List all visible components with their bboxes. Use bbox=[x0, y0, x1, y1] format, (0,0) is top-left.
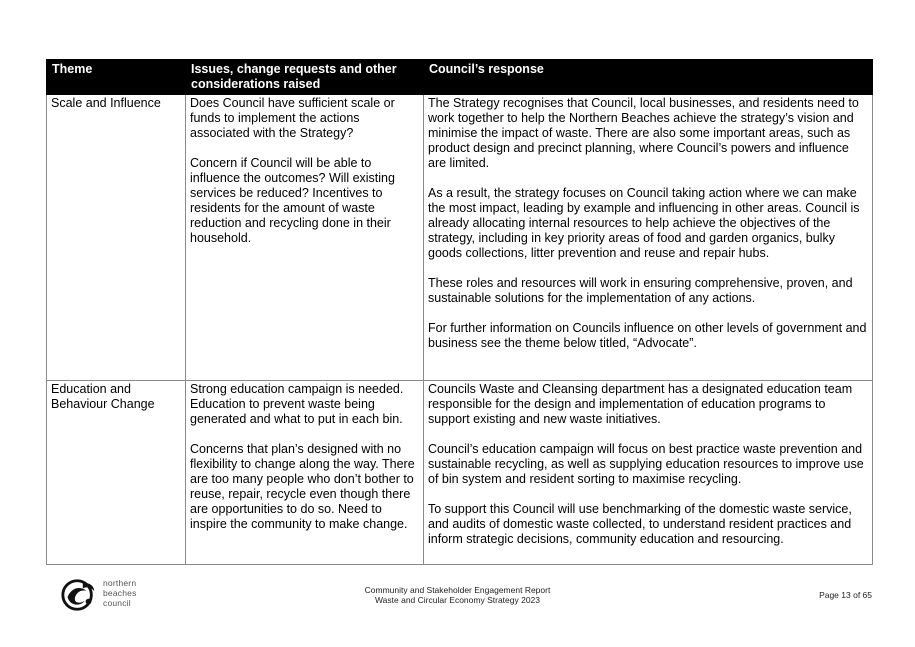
page-number: Page 13 of 65 bbox=[819, 590, 872, 600]
strategy-title: Waste and Circular Economy Strategy 2023 bbox=[374, 595, 541, 605]
header-response: Council’s response bbox=[424, 60, 873, 95]
issue-paragraph: Concern if Council will be able to influence the outcomes? Will existing services be reduced? Incentives to residents for the amount of waste reduction and recycling done in their household. bbox=[190, 156, 395, 245]
issue-paragraph: Does Council have sufficient scale or funds to implement the actions associated with the Strategy? bbox=[190, 96, 395, 140]
report-title: Community and Stakeholder Engagement Report bbox=[364, 585, 551, 595]
response-paragraph: Councils Waste and Cleansing department has a designated education team responsible for the design and implementation of education programs to support existing and new waste initiatives. bbox=[428, 382, 853, 426]
issue-paragraph: Strong education campaign is needed. Education to prevent waste being generated and what to put in each bin. bbox=[190, 382, 404, 426]
footer-titles bbox=[0, 585, 915, 605]
logo-line: council bbox=[103, 598, 131, 608]
issues-cell bbox=[186, 381, 424, 565]
issues-cell bbox=[186, 95, 424, 381]
engagement-table bbox=[46, 59, 873, 565]
response-paragraph: These roles and resources will work in ensuring comprehensive, proven, and sustainable solutions for the implementation of any actions. bbox=[428, 276, 853, 305]
table-row bbox=[47, 381, 873, 565]
response-paragraph: As a result, the strategy focuses on Council taking action where we can make the most impact, leading by example and influencing in other areas. Council is already allocating internal resources to help achieve the objectives of the strategy, including in key priority areas of food and garden organics, bulky goods collections, litter prevention and reuse and repair hubs. bbox=[428, 186, 860, 260]
logo-line: beaches bbox=[103, 588, 137, 598]
response-paragraph: For further information on Councils influence on other levels of government and business see the theme below titled, “Advocate”. bbox=[428, 321, 867, 350]
table-row bbox=[47, 95, 873, 381]
table-header-row bbox=[47, 60, 873, 95]
logo-line: northern bbox=[103, 578, 137, 588]
header-issues: Issues, change requests and other considerations raised bbox=[186, 60, 424, 95]
theme-cell: Scale and Influence bbox=[47, 95, 186, 381]
theme-cell: Education and Behaviour Change bbox=[47, 381, 186, 565]
response-paragraph: Council’s education campaign will focus on best practice waste prevention and sustainable recycling, as well as supplying education resources to improve use of bin system and resident sorting to maximise recycling. bbox=[428, 442, 864, 486]
response-paragraph: To support this Council will use benchmarking of the domestic waste service, and audits of domestic waste collected, to understand resident practices and inform strategic decisions, community education and resourcing. bbox=[428, 502, 852, 546]
response-cell bbox=[424, 381, 873, 565]
header-theme: Theme bbox=[47, 60, 186, 95]
issue-paragraph: Concerns that plan’s designed with no flexibility to change along the way. There are too many people who don’t bother to reuse, repair, recycle even though there are opportunities to do so. Need to inspire the community to make change. bbox=[190, 442, 415, 531]
response-paragraph: The Strategy recognises that Council, local businesses, and residents need to work together to help the Northern Beaches achieve the strategy’s vision and minimise the impact of waste. There are also some important areas, such as product design and precinct planning, where Council’s powers and influence are limited. bbox=[428, 96, 859, 170]
response-cell bbox=[424, 95, 873, 381]
